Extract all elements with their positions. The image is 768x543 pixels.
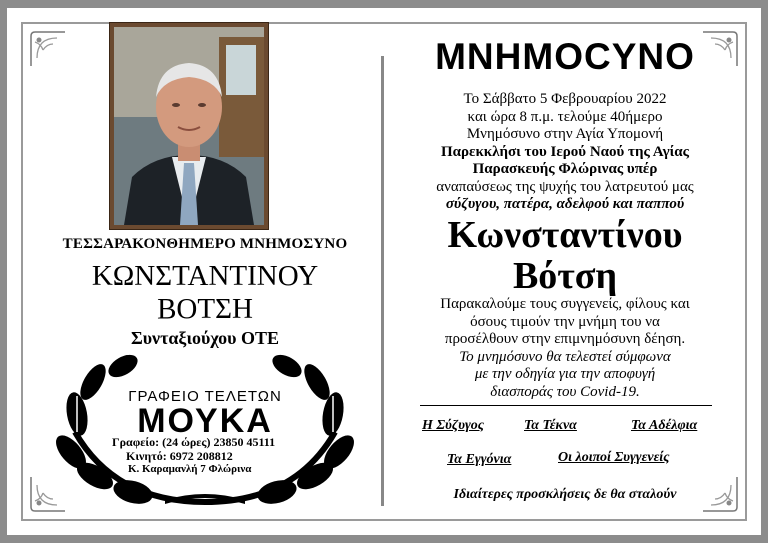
signature-children: Τα Τέκνα [524,418,577,433]
announcement-line: Παρασκευής Φλώρινας υπέρ [472,161,658,177]
deceased-first-name: ΚΩΝΣΤΑΝΤΙΝΟΥ [91,260,319,292]
covid-note-line: Το μνημόσυνο θα τελεστεί σύμφωνα [459,348,671,365]
announcement-line: Παρεκκλήσι του Ιερού Ναού της Αγίας [440,143,689,160]
corner-ornament-top-left [27,28,69,70]
deceased-last-name-large: Βότση [512,255,618,297]
signature-siblings: Τα Αδέλφια [631,418,698,433]
covid-note-line: με την οδηγία για την αποφυγή [474,366,656,382]
signature-divider [420,405,712,406]
announcement-line: αναπαύσεως της ψυχής του λατρευτού μας [436,178,694,195]
deceased-first-name-large: Κωνσταντίνου [447,214,683,256]
announcement-line: Μνημόσυνο στην Αγία Υπομονή [466,126,664,142]
memorial-title: ΜΝΗΜΟCYNO [435,36,695,77]
announcement-line: Το Σάββατο 5 Φεβρουαρίου 2022 [463,91,667,107]
funeral-home-mobile-phone: Κινητό: 6972 208812 [126,449,233,463]
funeral-home-name: ΜΟΥΚΑ [137,402,273,440]
deceased-occupation: Συνταξιούχου ΟΤΕ [130,328,280,348]
signature-grandchildren: Τα Εγγόνια [447,452,512,467]
column-divider [381,56,384,506]
deceased-last-name: ΒΟΤΣΗ [157,293,253,325]
signature-spouse: Η Σύζυγος [422,418,485,433]
funeral-home-address: Κ. Καραμανλή 7 Φλώρινα [128,463,252,475]
no-invitations-note: Ιδιαίτερες προσκλήσεις δε θα σταλούν [453,487,677,502]
signature-other-relatives: Οι λοιποί Συγγενείς [558,450,670,465]
invitation-line: προσέλθουν στην επιμνημόσυνη δέηση. [444,331,686,347]
portrait-photo [110,23,268,229]
invitation-line: όσους τιμούν την μνήμη του να [470,313,660,330]
funeral-home-title: ΓΡΑΦΕΙΟ ΤΕΛΕΤΩΝ [128,388,282,405]
covid-note-line: διασποράς του Covid-19. [490,383,640,400]
announcement-line: και ώρα 8 π.μ. τελούμε 40ήμερο [467,108,663,125]
announcement-line: σύζυγου, πατέρα, αδελφού και παππού [445,196,685,212]
invitation-line: Παρακαλούμε τους συγγενείς, φίλους και [440,296,690,312]
funeral-home-office-phone: Γραφείο: (24 ώρες) 23850 45111 [112,435,276,449]
forty-day-memorial-heading: ΤΕΣΣΑΡΑΚΟΝΘΗΜΕΡΟ ΜΝΗΜΟΣΥΝΟ [62,236,348,252]
